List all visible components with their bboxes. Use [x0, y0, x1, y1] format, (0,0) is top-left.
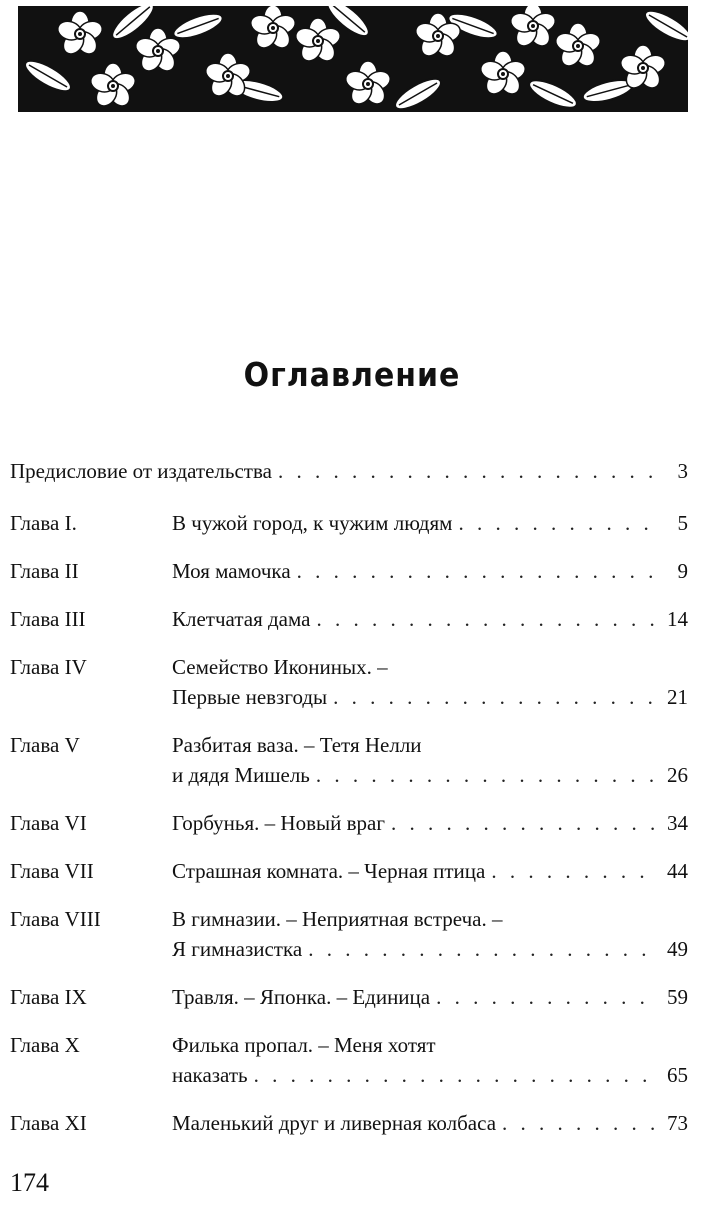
toc-entry-4: [10, 652, 688, 730]
chapter-page: 59: [667, 985, 688, 1009]
toc-entry-8: [10, 904, 688, 982]
chapter-page: 65: [667, 1063, 688, 1087]
dot-leader: [458, 508, 654, 538]
page-title: Оглавление: [243, 356, 461, 395]
preface-title: Предисловие от издательства: [10, 459, 272, 483]
chapter-title: Клетчатая дама: [172, 607, 311, 631]
dot-leader: [391, 808, 654, 838]
toc-entry-10: [10, 1030, 688, 1108]
toc-entry-9: [10, 982, 688, 1030]
toc-entry-5: [10, 730, 688, 808]
chapter-page: 49: [667, 937, 688, 961]
chapter-title: В гимназии. – Неприятная встреча. –: [172, 907, 503, 931]
chapter-label: Глава I.: [10, 511, 77, 535]
chapter-title: Травля. – Японка. – Единица: [172, 985, 431, 1009]
chapter-label: Глава X: [10, 1033, 80, 1057]
chapter-page: 14: [667, 607, 688, 631]
chapter-page: 44: [667, 859, 688, 883]
preface-entry: [10, 456, 688, 508]
toc-entry-1: [10, 508, 688, 556]
chapter-title: Страшная комната. – Черная птица: [172, 859, 486, 883]
dot-leader: [278, 456, 654, 486]
toc-entry-6: [10, 808, 688, 856]
chapter-title-cont: наказать: [172, 1063, 248, 1087]
chapter-title: Горбунья. – Новый враг: [172, 811, 385, 835]
toc-entry-7: [10, 856, 688, 904]
chapter-label: Глава III: [10, 607, 86, 631]
chapter-title: Разбитая ваза. – Тетя Нелли: [172, 733, 422, 757]
chapter-label: Глава V: [10, 733, 80, 757]
chapter-page: 21: [667, 685, 688, 709]
chapter-label: Глава XI: [10, 1111, 87, 1135]
dot-leader: [297, 556, 654, 586]
chapter-title: Моя мамочка: [172, 559, 291, 583]
chapter-label: Глава II: [10, 559, 79, 583]
chapter-title: Филька пропал. – Меня хотят: [172, 1033, 436, 1057]
dot-leader: [333, 682, 654, 712]
dot-leader: [254, 1060, 654, 1090]
chapter-title-cont: Первые невзгоды: [172, 685, 328, 709]
floral-border-icon: [18, 6, 688, 112]
chapter-title-cont: и дядя Мишель: [172, 763, 310, 787]
chapter-title: Семейство Икониных. –: [172, 655, 388, 679]
chapter-page: 34: [667, 811, 688, 835]
preface-page: 3: [677, 459, 688, 483]
chapter-page: 73: [667, 1111, 688, 1135]
dot-leader: [436, 982, 654, 1012]
chapter-title: В чужой город, к чужим людям: [172, 511, 453, 535]
dot-leader: [308, 934, 654, 964]
chapter-page: 9: [677, 559, 688, 583]
toc-entry-11: [10, 1108, 688, 1156]
toc-entry-3: [10, 604, 688, 652]
dot-leader: [491, 856, 654, 886]
dot-leader: [316, 604, 654, 634]
chapter-label: Глава IX: [10, 985, 87, 1009]
chapter-page: 5: [677, 511, 688, 535]
chapter-page: 26: [667, 763, 688, 787]
chapter-label: Глава VIII: [10, 907, 101, 931]
chapter-label: Глава IV: [10, 655, 87, 679]
chapter-label: Глава VI: [10, 811, 87, 835]
dot-leader: [316, 760, 654, 790]
dot-leader: [502, 1108, 654, 1138]
page-number: 174: [10, 1168, 49, 1197]
chapter-label: Глава VII: [10, 859, 94, 883]
chapter-title-cont: Я гимназистка: [172, 937, 303, 961]
table-of-contents: [10, 456, 688, 1156]
toc-entry-2: [10, 556, 688, 604]
chapter-title: Маленький друг и ливерная колбаса: [172, 1111, 497, 1135]
